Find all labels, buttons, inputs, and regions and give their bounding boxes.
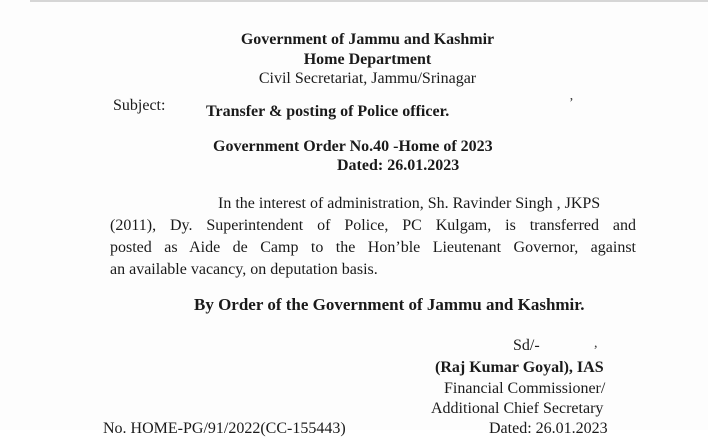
stray-mark: ’ xyxy=(569,96,574,111)
body-line-4: an available vacancy, on deputation basis. xyxy=(110,261,378,278)
signatory-designation-2: Additional Chief Secretary xyxy=(431,400,604,417)
page-top-edge xyxy=(30,0,708,2)
header-office: Civil Secretariat, Jammu/Srinagar xyxy=(258,70,477,87)
order-number: Government Order No.40 -Home of 2023 xyxy=(213,138,493,155)
signature-mark: , xyxy=(594,336,598,351)
body-line-1: In the interest of administration, Sh. Ravinder Singh , JKPS xyxy=(218,195,601,212)
signatory-name: (Raj Kumar Goyal), IAS xyxy=(435,359,604,376)
signature-sd: Sd/- xyxy=(513,337,540,354)
subject-label: Subject: xyxy=(113,97,166,114)
reference-number: No. HOME-PG/91/2022(CC-155443) xyxy=(103,420,346,437)
header-department: Home Department xyxy=(303,51,432,68)
body-line-2: (2011), Dy. Superintendent of Police, PC Kulgam, is transferred and xyxy=(110,217,636,234)
order-body xyxy=(110,193,636,281)
subject-text: Transfer & posting of Police officer. xyxy=(206,103,450,120)
body-line-3: posted as Aide de Camp to the Hon’ble Lieutenant Governor, against xyxy=(110,239,636,256)
signatory-designation-1: Financial Commissioner/ xyxy=(444,380,606,397)
order-dated: Dated: 26.01.2023 xyxy=(337,157,460,174)
by-order-line: By Order of the Government of Jammu and Kashmir. xyxy=(194,295,585,314)
reference-dated: Dated: 26.01.2023 xyxy=(489,420,608,437)
header-government: Government of Jammu and Kashmir xyxy=(240,31,495,48)
